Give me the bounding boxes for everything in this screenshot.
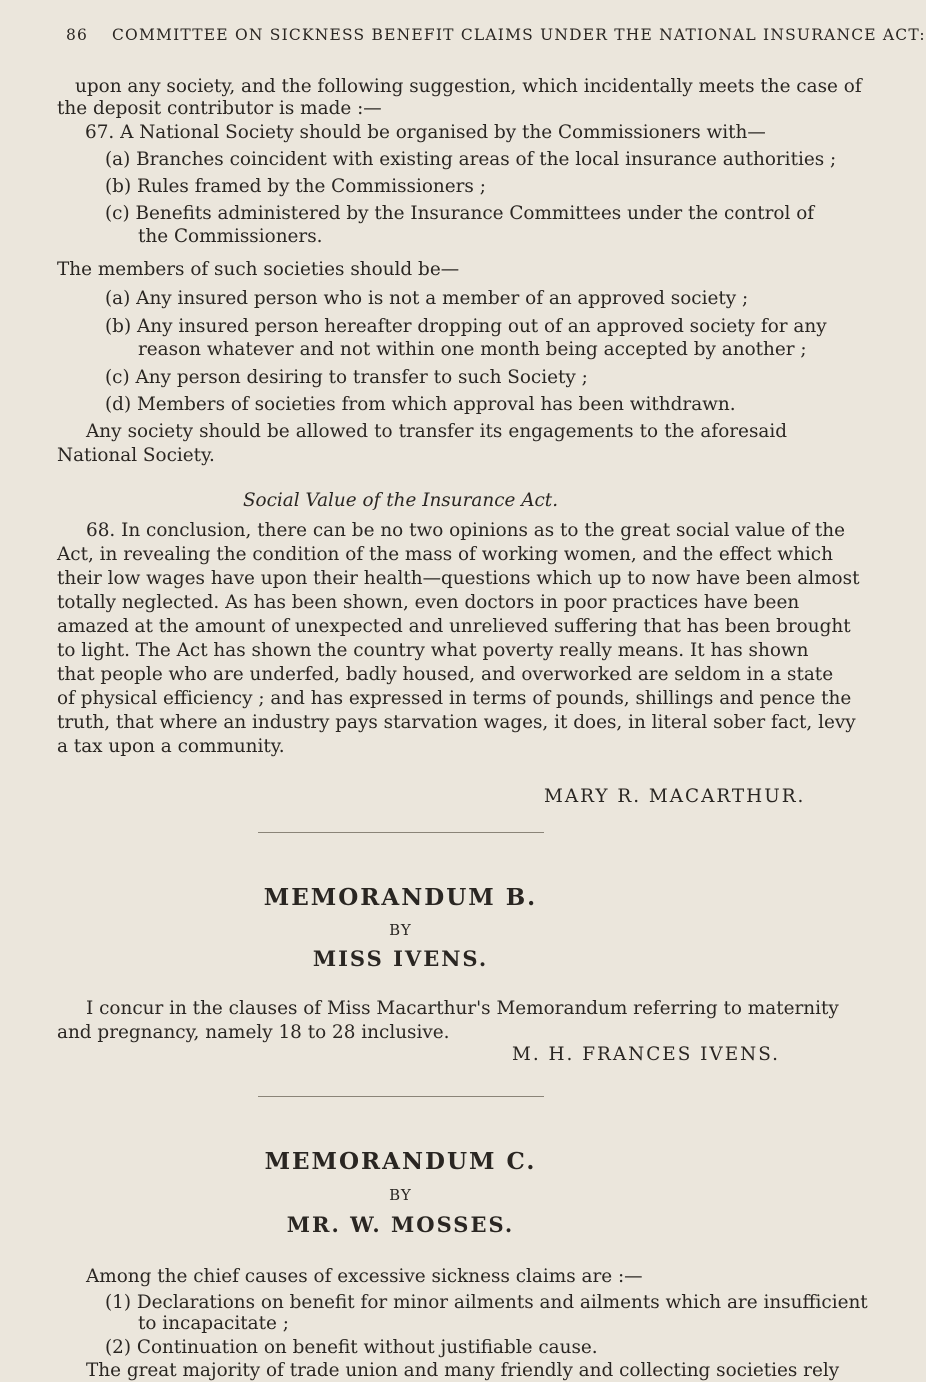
- para-67-item: (a) Branches coincident with existing areas of the local insurance authorities ;: [105, 149, 837, 170]
- member-item: (c) Any person desiring to transfer to such Society ;: [105, 367, 588, 388]
- memo-b-line: and pregnancy, namely 18 to 28 inclusive.: [57, 1022, 450, 1043]
- memo-c-cause: (2) Continuation on benefit without justifiable cause.: [105, 1337, 598, 1358]
- signature: MARY R. MACARTHUR.: [544, 786, 806, 807]
- section-heading: Social Value of the Insurance Act.: [242, 490, 559, 511]
- running-head: COMMITTEE ON SICKNESS BENEFIT CLAIMS UNDER THE NATIONAL INSURANCE ACT:: [112, 26, 926, 44]
- social-value-line: that people who are underfed, badly housed, and overworked are seldom in a state: [57, 664, 834, 685]
- section-divider: [258, 1096, 544, 1097]
- social-value-line: truth, that where an industry pays starvation wages, it does, in literal sober fact, levy: [57, 712, 856, 733]
- memo-c-line: The great majority of trade union and many friendly and collecting societies rely: [86, 1360, 840, 1381]
- para-67-item: (b) Rules framed by the Commissioners ;: [105, 176, 486, 197]
- intro-line: upon any society, and the following suggestion, which incidentally meets the case of: [75, 76, 862, 97]
- social-value-line: to light. The Act has shown the country what poverty really means. It has shown: [57, 640, 809, 661]
- social-value-line: amazed at the amount of unexpected and unrelieved suffering that has been brought: [57, 616, 851, 637]
- memo-c-lead: Among the chief causes of excessive sickness claims are :—: [86, 1266, 643, 1287]
- memo-b-line: I concur in the clauses of Miss Macarthur's Memorandum referring to maternity: [86, 998, 839, 1019]
- social-value-line: 68. In conclusion, there can be no two opinions as to the great social value of the: [86, 520, 845, 541]
- memo-b-by: BY: [389, 921, 412, 939]
- para-67-item: the Commissioners.: [138, 226, 323, 247]
- member-item: (d) Members of societies from which approval has been withdrawn.: [105, 394, 736, 415]
- para-67-lead: 67. A National Society should be organised by the Commissioners with—: [85, 122, 766, 143]
- memo-c-title: MEMORANDUM C.: [264, 1148, 537, 1175]
- social-value-line: of physical efficiency ; and has expressed in terms of pounds, shillings and pence the: [57, 688, 852, 709]
- memo-c-cause: (1) Declarations on benefit for minor ailments and ailments which are insufficient: [105, 1292, 868, 1313]
- member-item: (a) Any insured person who is not a member of an approved society ;: [105, 288, 749, 309]
- member-item: (b) Any insured person hereafter dropping out of an approved society for any: [105, 316, 827, 337]
- running-header: [66, 26, 926, 44]
- memo-c-by: BY: [389, 1186, 412, 1204]
- member-item: reason whatever and not within one month being accepted by another ;: [138, 339, 807, 360]
- members-lead: The members of such societies should be—: [57, 259, 460, 280]
- page-number: 86: [66, 26, 89, 44]
- social-value-line: a tax upon a community.: [57, 736, 285, 757]
- memo-b-title: MEMORANDUM B.: [263, 884, 538, 911]
- memo-b-author: MISS IVENS.: [312, 946, 489, 971]
- intro-line: the deposit contributor is made :—: [57, 98, 382, 119]
- para-67-item: (c) Benefits administered by the Insurance Committees under the control of: [105, 203, 815, 224]
- transfer-line: Any society should be allowed to transfer its engagements to the aforesaid: [86, 421, 787, 442]
- social-value-line: their low wages have upon their health—questions which up to now have been almost: [57, 568, 860, 589]
- section-divider: [258, 832, 544, 833]
- social-value-line: Act, in revealing the condition of the mass of working women, and the effect which: [57, 544, 833, 565]
- memo-c-cause: to incapacitate ;: [138, 1313, 289, 1334]
- transfer-line: National Society.: [57, 445, 215, 466]
- social-value-line: totally neglected. As has been shown, even doctors in poor practices have been: [57, 592, 800, 613]
- signature: M. H. FRANCES IVENS.: [512, 1044, 781, 1065]
- memo-c-author: MR. W. MOSSES.: [286, 1212, 515, 1237]
